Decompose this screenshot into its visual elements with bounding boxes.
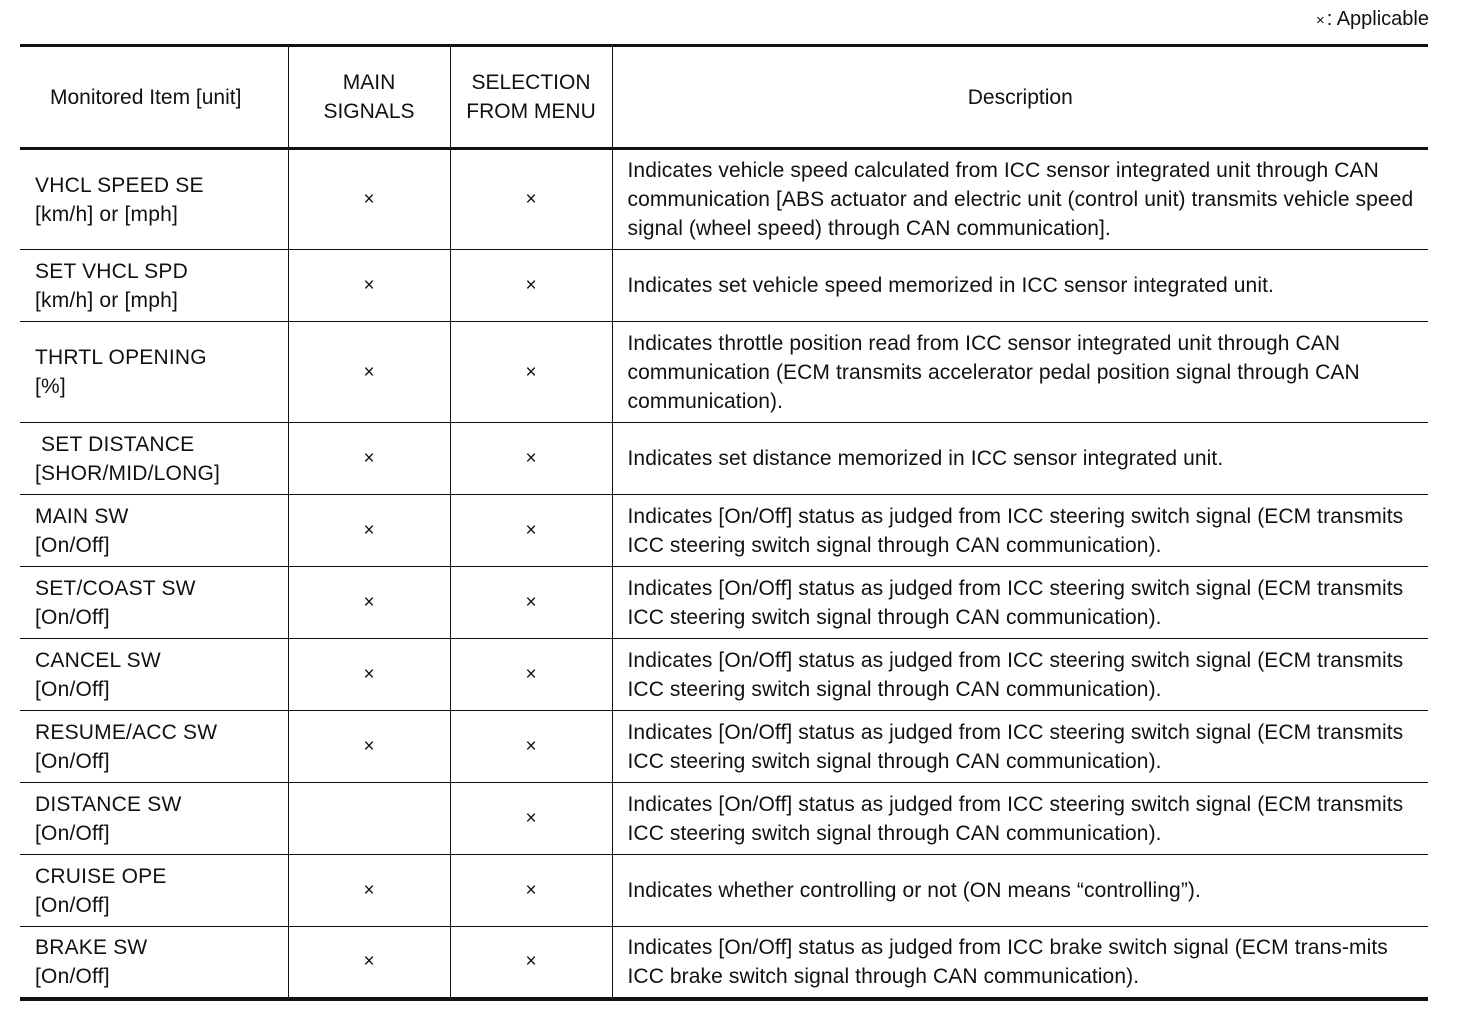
main-signals-cell: × (288, 495, 450, 567)
selection-from-menu-cell: × (450, 855, 612, 927)
monitor-item-table (20, 44, 1428, 1001)
table-row (20, 250, 1428, 322)
selection-from-menu-cell: × (450, 567, 612, 639)
item-unit: [On/Off] (35, 533, 110, 557)
monitored-item-cell (20, 639, 288, 711)
item-unit: [km/h] or [mph] (35, 202, 179, 226)
selection-from-menu-cell: × (450, 149, 612, 250)
selection-from-menu-cell: × (450, 495, 612, 567)
main-signals-cell: × (288, 711, 450, 783)
monitored-item-cell (20, 567, 288, 639)
table-row (20, 567, 1428, 639)
monitored-item-cell (20, 322, 288, 423)
main-signals-cell: × (288, 567, 450, 639)
monitored-item-cell (20, 423, 288, 495)
item-unit: [%] (35, 375, 66, 398)
description-cell: Indicates [On/Off] status as judged from ICC steering switch signal (ECM transmits ICC steering switch signal through CAN communication). (612, 711, 1428, 783)
item-unit: [On/Off] (35, 605, 110, 629)
selection-from-menu-cell: × (450, 783, 612, 855)
monitored-item-cell (20, 927, 288, 999)
table-row (20, 423, 1428, 495)
legend (1316, 7, 1429, 33)
description-cell: Indicates set distance memorized in ICC sensor integrated unit. (612, 423, 1428, 495)
item-unit: [On/Off] (35, 893, 110, 917)
item-name: CRUISE OPE (35, 864, 167, 888)
description-cell: Indicates vehicle speed calculated from ICC sensor integrated unit through CAN communication [ABS actuator and electric unit (control unit) transmits vehicle speed signal (wheel speed) through CAN communication]. (612, 149, 1428, 250)
table-row (20, 322, 1428, 423)
header-description: Description (612, 46, 1428, 149)
table-row (20, 495, 1428, 567)
table-row (20, 149, 1428, 250)
selection-from-menu-cell: × (450, 639, 612, 711)
selection-from-menu-cell: × (450, 927, 612, 999)
item-unit: [On/Off] (35, 964, 110, 988)
item-name: SET/COAST SW (35, 576, 196, 600)
item-name: SET VHCL SPD (35, 259, 188, 283)
main-signals-cell: × (288, 250, 450, 322)
description-cell: Indicates [On/Off] status as judged from ICC steering switch signal (ECM transmits ICC steering switch signal through CAN communication). (612, 639, 1428, 711)
description-cell: Indicates throttle position read from ICC sensor integrated unit through CAN communication (ECM transmits accelerator pedal position signal through CAN communication). (612, 322, 1428, 423)
item-name: VHCL SPEED SE (35, 173, 204, 197)
monitored-item-cell (20, 855, 288, 927)
item-unit: [On/Off] (35, 821, 110, 845)
monitor-item-table-container (20, 44, 1428, 1001)
header-monitored-item: Monitored Item [unit] (20, 46, 288, 149)
main-signals-cell (288, 783, 450, 855)
item-unit: [On/Off] (35, 677, 110, 701)
selection-from-menu-cell: × (450, 711, 612, 783)
selection-from-menu-cell: × (450, 250, 612, 322)
header-main-signals: MAIN SIGNALS (288, 46, 450, 149)
table-row (20, 927, 1428, 999)
main-signals-cell: × (288, 855, 450, 927)
main-signals-cell: × (288, 927, 450, 999)
item-name: RESUME/ACC SW (35, 720, 218, 744)
header-selection-from-menu: SELECTION FROM MENU (450, 46, 612, 149)
item-unit: [SHOR/MID/LONG] (35, 461, 221, 485)
item-name: THRTL OPENING (35, 346, 207, 369)
item-name: DISTANCE SW (35, 792, 182, 816)
description-cell: Indicates set vehicle speed memorized in ICC sensor integrated unit. (612, 250, 1428, 322)
legend-label: : Applicable (1326, 8, 1429, 30)
table-row (20, 711, 1428, 783)
main-signals-cell: × (288, 149, 450, 250)
selection-from-menu-cell: × (450, 423, 612, 495)
table-row (20, 783, 1428, 855)
monitored-item-cell (20, 495, 288, 567)
item-name: MAIN SW (35, 504, 129, 528)
monitored-item-cell (20, 711, 288, 783)
table-row (20, 639, 1428, 711)
item-name: CANCEL SW (35, 648, 161, 672)
description-cell: Indicates [On/Off] status as judged from ICC steering switch signal (ECM transmits ICC steering switch signal through CAN communication). (612, 783, 1428, 855)
legend-symbol: × (1315, 12, 1325, 29)
main-signals-cell: × (288, 322, 450, 423)
monitored-item-cell (20, 783, 288, 855)
table-row (20, 855, 1428, 927)
monitored-item-cell (20, 250, 288, 322)
description-cell: Indicates [On/Off] status as judged from ICC steering switch signal (ECM transmits ICC steering switch signal through CAN communication). (612, 495, 1428, 567)
description-cell: Indicates [On/Off] status as judged from ICC steering switch signal (ECM transmits ICC steering switch signal through CAN communication). (612, 567, 1428, 639)
item-unit: [km/h] or [mph] (35, 288, 179, 312)
item-unit: [On/Off] (35, 749, 110, 773)
main-signals-cell: × (288, 639, 450, 711)
monitored-item-cell (20, 149, 288, 250)
main-signals-cell: × (288, 423, 450, 495)
description-cell: Indicates whether controlling or not (ON means “controlling”). (612, 855, 1428, 927)
table-header-row (20, 46, 1428, 149)
item-name: BRAKE SW (35, 935, 148, 959)
selection-from-menu-cell: × (450, 322, 612, 423)
item-name: SET DISTANCE (35, 432, 195, 456)
description-cell: Indicates [On/Off] status as judged from ICC brake switch signal (ECM trans-mits ICC brake switch signal through CAN communication). (612, 927, 1428, 999)
